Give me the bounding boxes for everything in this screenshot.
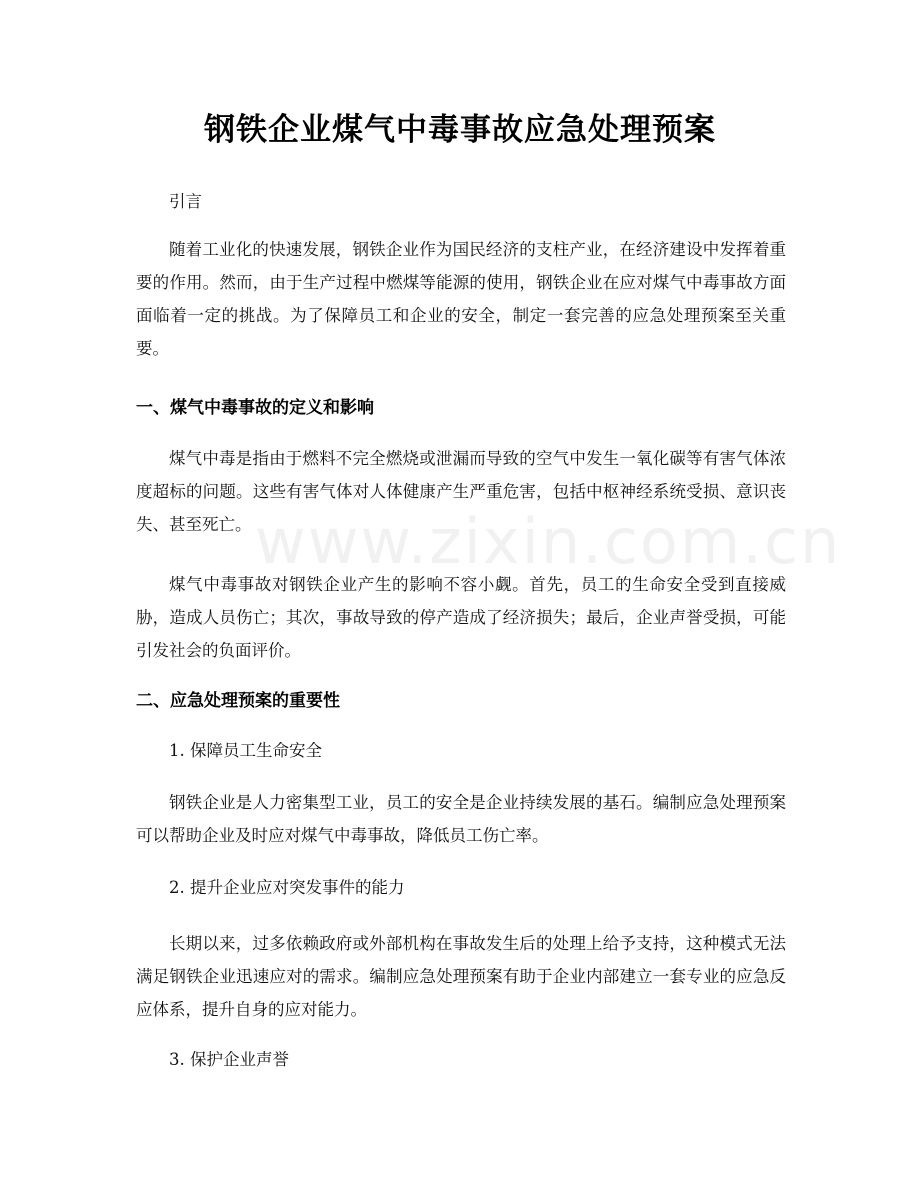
section-1-paragraph-2: 煤气中毒事故对钢铁企业产生的影响不容小觑。首先，员工的生命安全受到直接威胁，造成人员伤亡；其次，事故导致的停产造成了经济损失；最后，企业声誉受损，可能引发社会的负面评价。 (136, 575, 786, 660)
section-2-item-3-title: 3. 保护企业声誉 (169, 1050, 289, 1069)
section-2-item-1-paragraph: 钢铁企业是人力密集型工业，员工的安全是企业持续发展的基石。编制应急处理预案可以帮助企业及时应对煤气中毒事故，降低员工伤亡率。 (136, 793, 786, 845)
intro-label: 引言 (169, 192, 202, 211)
section-2-item-2-paragraph: 长期以来，过多依赖政府或外部机构在事故发生后的处理上给予支持，这种模式无法满足钢铁企业迅速应对的需求。编制应急处理预案有助于企业内部建立一套专业的应急反应体系，提升自身的应对能力。 (136, 934, 786, 1019)
section-1-paragraph-1: 煤气中毒是指由于燃料不完全燃烧或泄漏而导致的空气中发生一氧化碳等有害气体浓度超标的问题。这些有害气体对人体健康产生严重危害，包括中枢神经系统受损、意识丧失、甚至死亡。 (136, 449, 786, 534)
document-title: 钢铁企业煤气中毒事故应急处理预案 (204, 112, 716, 148)
section-1-heading: 一、煤气中毒事故的定义和影响 (136, 398, 374, 418)
intro-paragraph: 随着工业化的快速发展，钢铁企业作为国民经济的支柱产业，在经济建设中发挥着重要的作用。然而，由于生产过程中燃煤等能源的使用，钢铁企业在应对煤气中毒事故方面面临着一定的挑战。为了保障员工和企业的安全，制定一套完善的应急处理预案至关重要。 (136, 240, 786, 358)
section-2-item-1-title: 1. 保障员工生命安全 (169, 741, 322, 760)
section-2-item-2-title: 2. 提升企业应对突发事件的能力 (169, 878, 405, 897)
watermark: www.zixin.com.cn (255, 505, 842, 578)
section-2-heading: 二、应急处理预案的重要性 (136, 691, 340, 711)
